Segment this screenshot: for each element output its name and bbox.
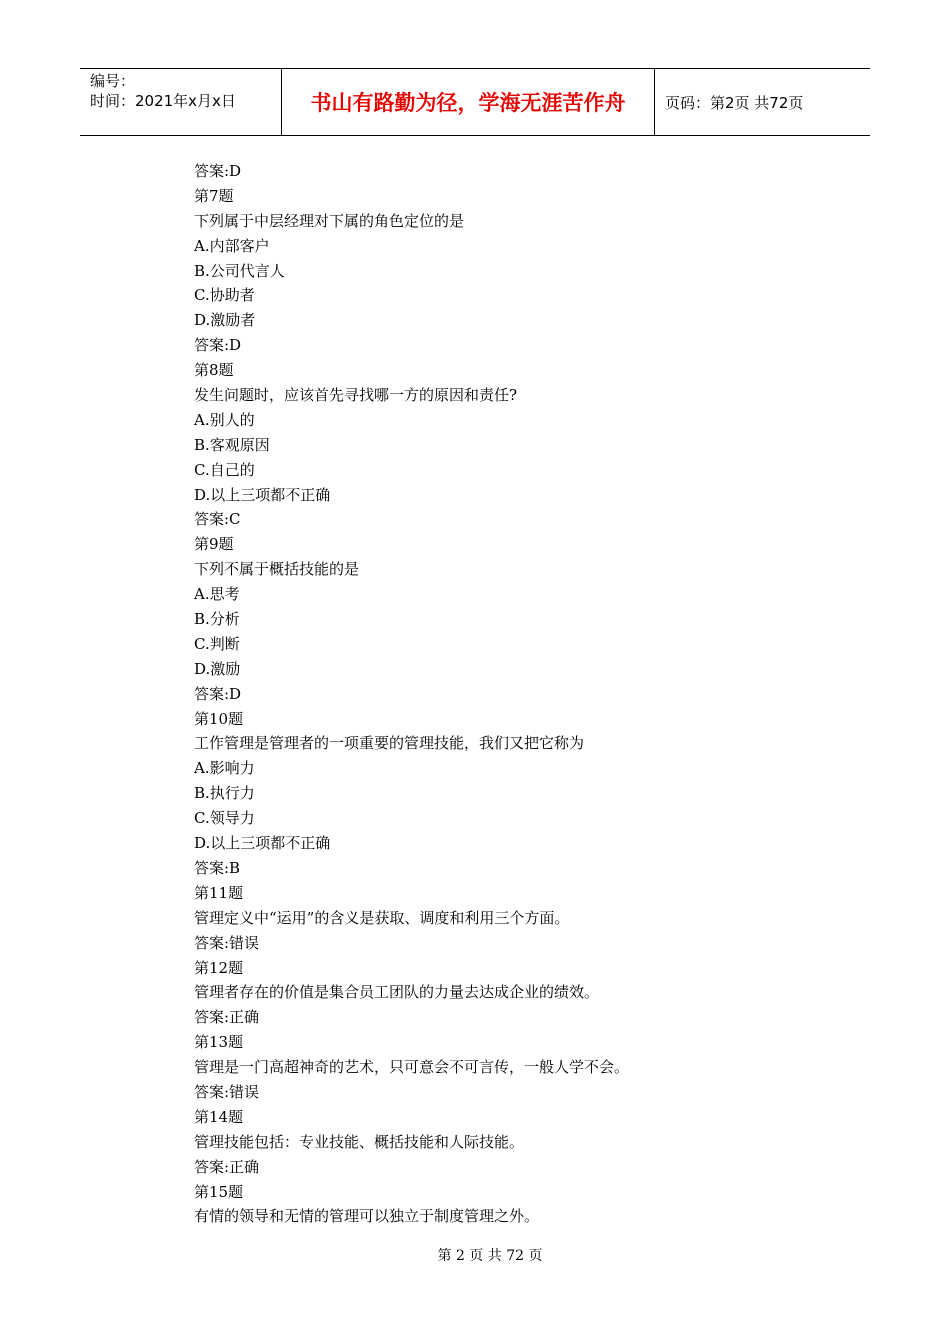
text-line: 答案:C — [194, 510, 241, 529]
text-line: 答案:B — [194, 858, 241, 877]
text-line: C.领导力 — [194, 809, 255, 828]
text-line: B.客观原因 — [194, 435, 270, 454]
number-label: 编号： — [90, 72, 136, 90]
text-line: 答案:正确 — [194, 1157, 260, 1176]
text-line: 第12题 — [194, 958, 244, 977]
text-line: 有情的领导和无情的管理可以独立于制度管理之外。 — [194, 1207, 540, 1226]
text-line: A.影响力 — [194, 759, 255, 778]
text-line: A.内部客户 — [194, 236, 270, 255]
document-header — [80, 68, 870, 136]
text-line: D.以上三项都不正确 — [194, 485, 331, 504]
text-line: 管理是一门高超神奇的艺术，只可意会不可言传，一般人学不会。 — [194, 1058, 630, 1077]
header-page-info: 页码：第2页 共72页 — [665, 93, 804, 112]
text-line: 答案:D — [194, 684, 242, 703]
header-meta-cell — [80, 69, 282, 135]
text-line: C.自己的 — [194, 460, 255, 479]
text-line: B.执行力 — [194, 784, 255, 803]
header-motto: 书山有路勤为径，学海无涯苦作舟 — [282, 69, 655, 135]
text-line: 答案:正确 — [194, 1008, 260, 1027]
text-line: 第7题 — [194, 186, 234, 205]
text-line: 第13题 — [194, 1033, 244, 1052]
text-line: 答案:D — [194, 336, 242, 355]
text-line: B.公司代言人 — [194, 261, 285, 280]
text-line: C.协助者 — [194, 286, 255, 305]
text-line: 第15题 — [194, 1182, 244, 1201]
text-line: 发生问题时，应该首先寻找哪一方的原因和责任? — [194, 386, 518, 405]
date-label: 时间：2021年x月x日 — [90, 92, 236, 110]
text-line: 管理技能包括：专业技能、概括技能和人际技能。 — [194, 1132, 525, 1151]
text-line: B.分析 — [194, 610, 240, 629]
text-line: 第8题 — [194, 361, 234, 380]
text-line: 工作管理是管理者的一项重要的管理技能，我们又把它称为 — [194, 734, 585, 753]
text-line: 管理定义中“运用”的含义是获取、调度和利用三个方面。 — [194, 908, 570, 927]
text-line: 第10题 — [194, 709, 244, 728]
text-line: D.激励 — [194, 659, 241, 678]
text-line: 答案:错误 — [194, 933, 260, 952]
text-line: 第9题 — [194, 535, 234, 554]
text-line: 下列不属于概括技能的是 — [194, 560, 360, 579]
text-line: 下列属于中层经理对下属的角色定位的是 — [194, 211, 465, 230]
text-line: C.判断 — [194, 634, 240, 653]
text-line: A.思考 — [194, 585, 240, 604]
text-line: 管理者存在的价值是集合员工团队的力量去达成企业的绩效。 — [194, 983, 600, 1002]
text-line: D.激励者 — [194, 311, 256, 330]
text-line: 第14题 — [194, 1107, 244, 1126]
text-line: 第11题 — [194, 883, 244, 902]
question-list — [194, 159, 834, 1229]
text-line: D.以上三项都不正确 — [194, 834, 331, 853]
text-line: 答案:错误 — [194, 1082, 260, 1101]
text-line: 答案:D — [194, 162, 242, 180]
text-line: A.别人的 — [194, 410, 255, 429]
page-footer: 第 2 页 共 72 页 — [437, 1248, 543, 1264]
